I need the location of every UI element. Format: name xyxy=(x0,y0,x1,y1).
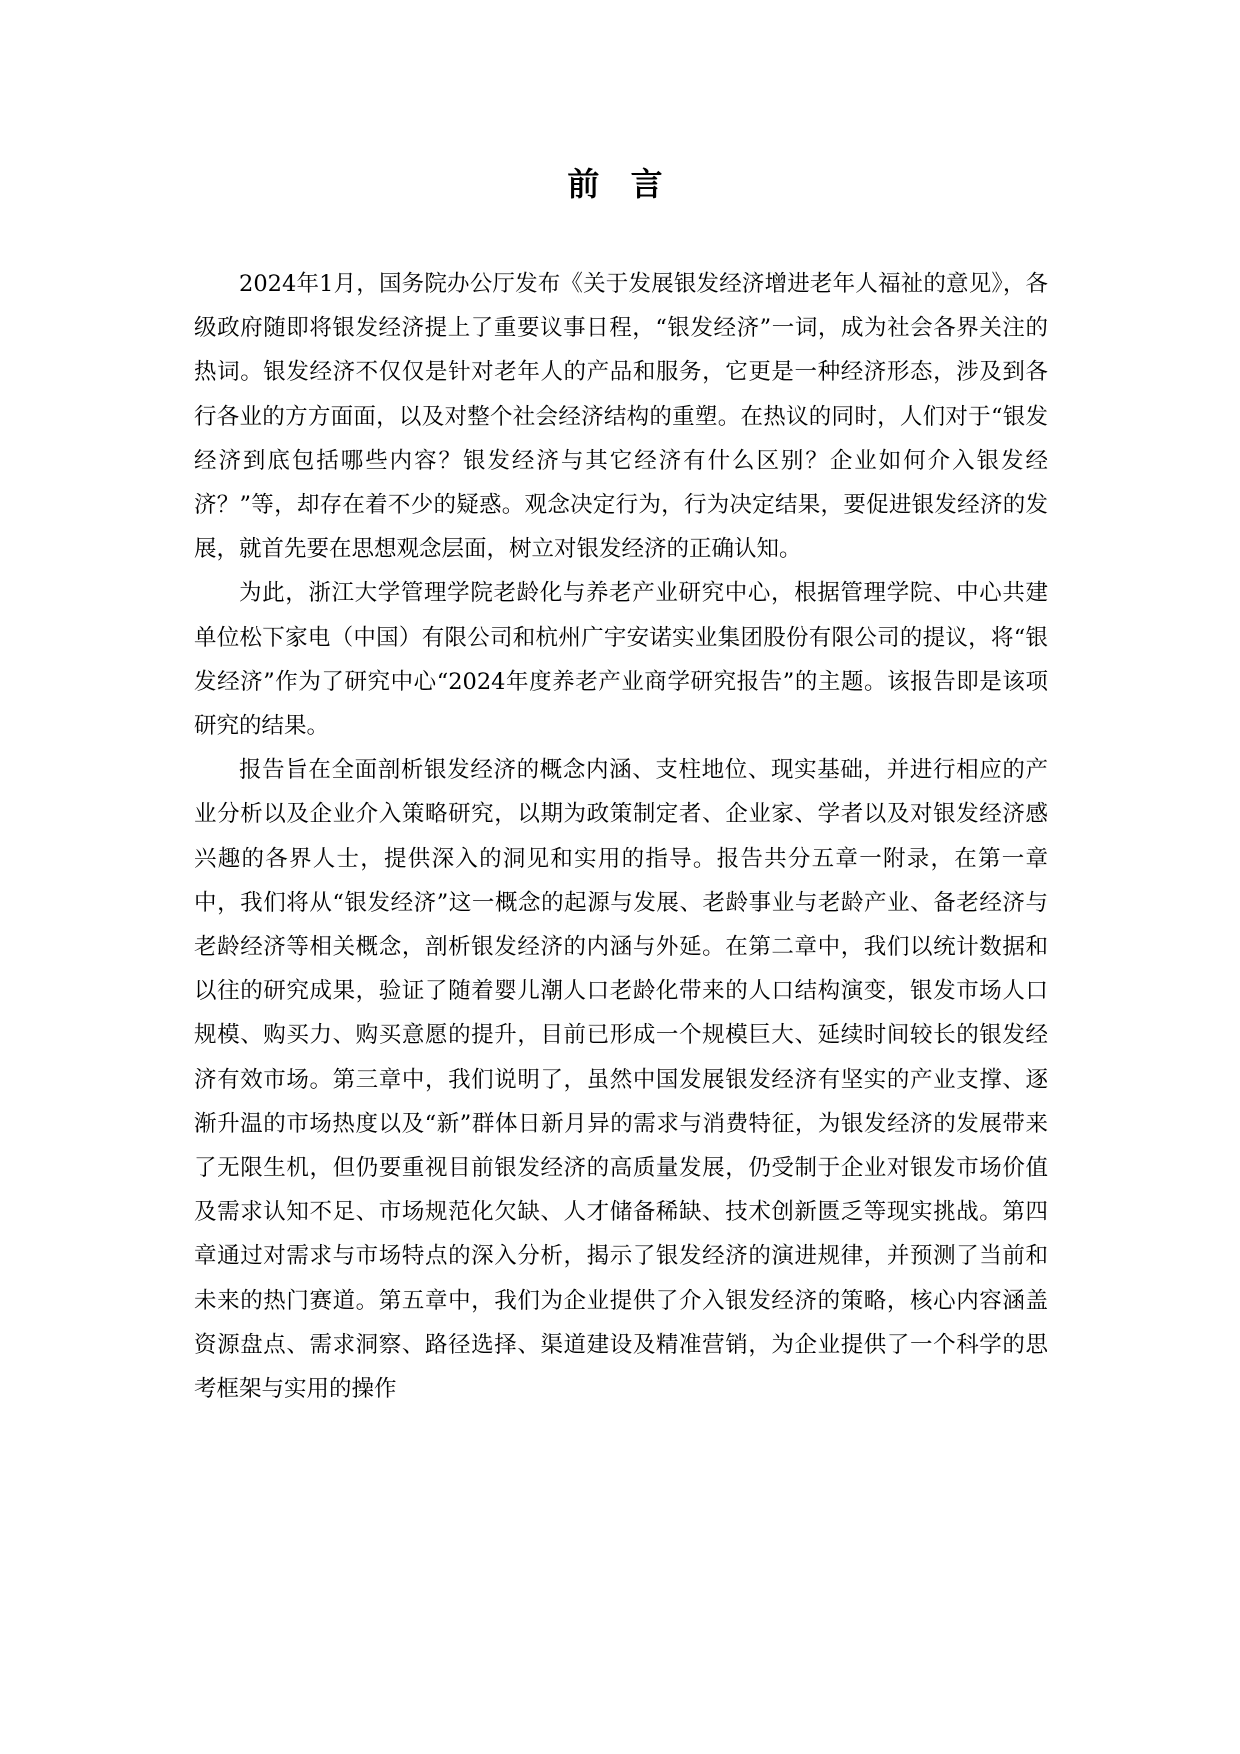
page-title: 前 言 xyxy=(567,165,673,203)
paragraph-3: 报告旨在全面剖析银发经济的概念内涵、支柱地位、现实基础，并进行相应的产业分析以及企业介入策略研究，以期为政策制定者、企业家、学者以及对银发经济感兴趣的各界人士，提供深入的洞见和实用的指导。报告共分五章一附录，在第一章中，我们将从“银发经济”这一概念的起源与发展、老龄事业与老龄产业、备老经济与老龄经济等相关概念，剖析银发经济的内涵与外延。在第二章中，我们以统计数据和以往的研究成果，验证了随着婴儿潮人口老龄化带来的人口结构演变，银发市场人口规模、购买力、购买意愿的提升，目前已形成一个规模巨大、延续时间较长的银发经济有效市场。第三章中，我们说明了，虽然中国发展银发经济有坚实的产业支撑、逐渐升温的市场热度以及“新”群体日新月异的需求与消费特征，为银发经济的发展带来了无限生机，但仍要重视目前银发经济的高质量发展，仍受制于企业对银发市场价值及需求认知不足、市场规范化欠缺、人才储备稀缺、技术创新匮乏等现实挑战。第四章通过对需求与市场特点的深入分析，揭示了银发经济的演进规律，并预测了当前和未来的热门赛道。第五章中，我们为企业提供了介入银发经济的策略，核心内容涵盖资源盘点、需求洞察、路径选择、渠道建设及精准营销，为企业提供了一个科学的思考框架与实用的操作 xyxy=(194,757,1048,1403)
paragraph-1: 2024年1月，国务院办公厅发布《关于发展银发经济增进老年人福祉的意见》，各级政府随即将银发经济提上了重要议事日程，“银发经济”一词，成为社会各界关注的热词。银发经济不仅仅是针对老年人的产品和服务，它更是一种经济形态，涉及到各行各业的方方面面，以及对整个社会经济结构的重塑。在热议的同时，人们对于“银发经济到底包括哪些内容？银发经济与其它经济有什么区别？企业如何介入银发经济？”等，却存在着不少的疑惑。观念决定行为，行为决定结果，要促进银发经济的发展，就首先要在思想观念层面，树立对银发经济的正确认知。 xyxy=(194,271,1048,563)
paragraph-2: 为此，浙江大学管理学院老龄化与养老产业研究中心，根据管理学院、中心共建单位松下家电（中国）有限公司和杭州广宇安诺实业集团股份有限公司的提议，将“银发经济”作为了研究中心“2024年度养老产业商学研究报告”的主题。该报告即是该项研究的结果。 xyxy=(194,580,1048,740)
preface-body xyxy=(194,262,1048,1411)
